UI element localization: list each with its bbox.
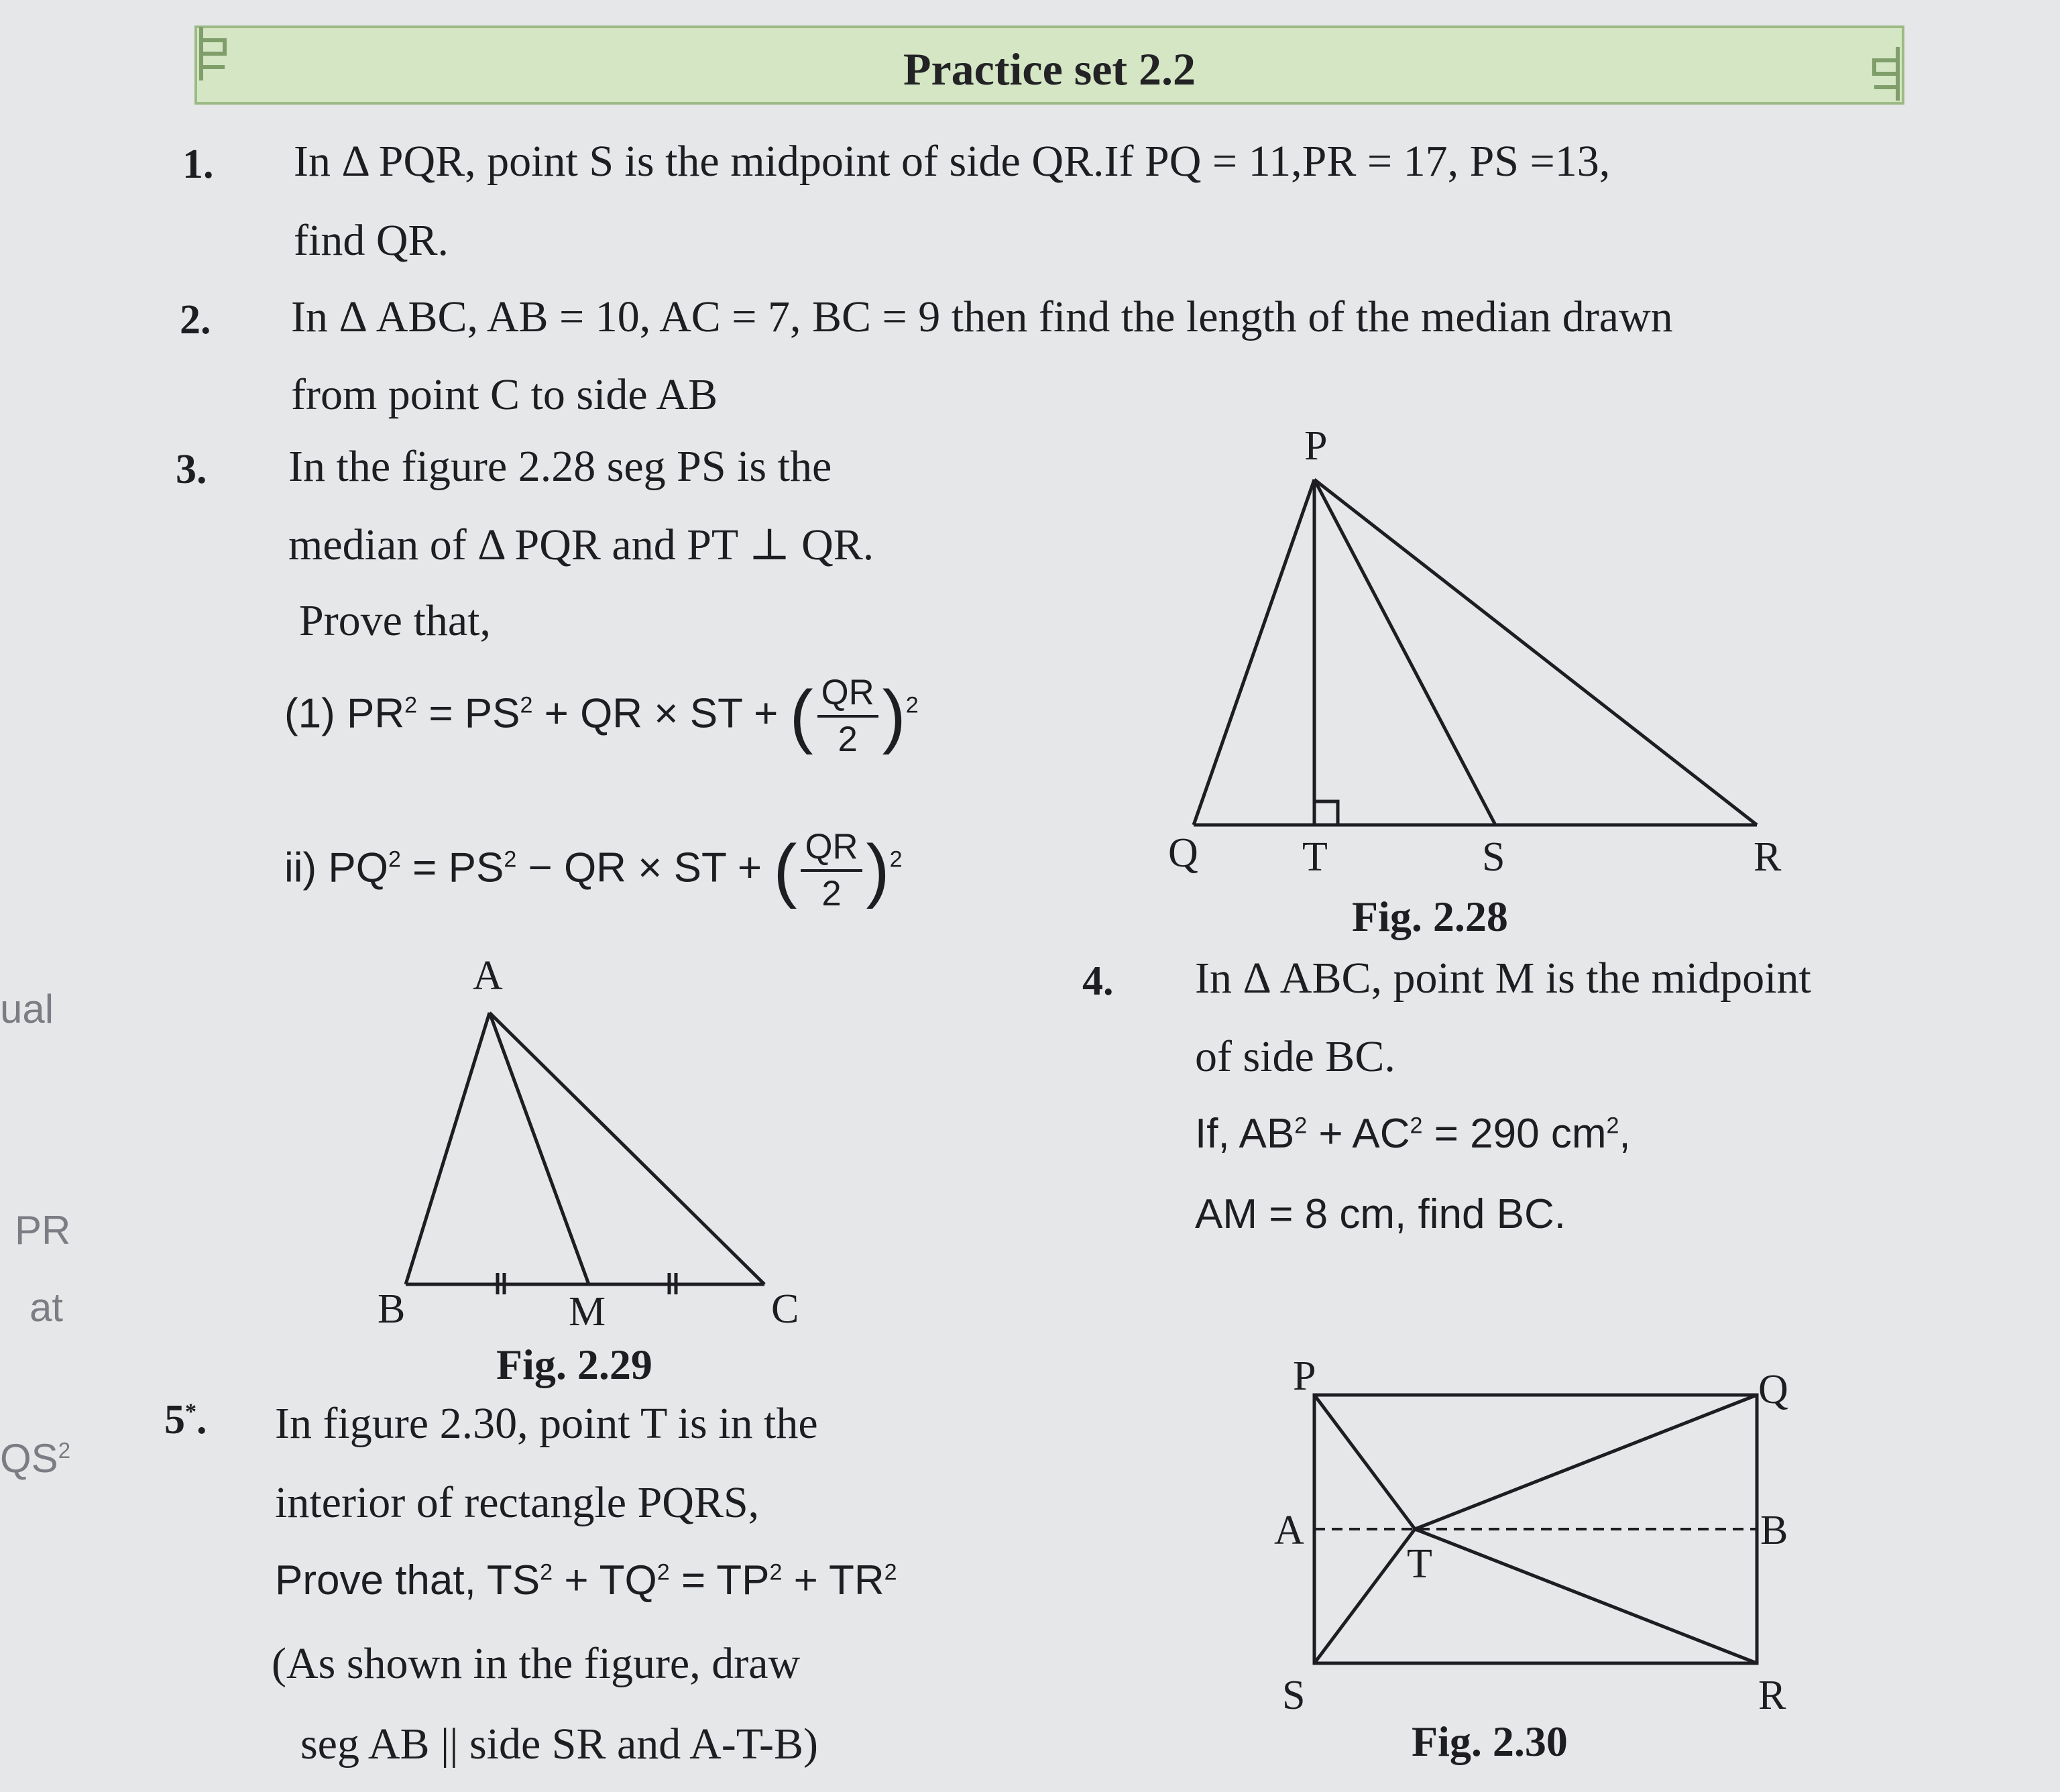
label-t: T (1302, 834, 1328, 880)
margin-fragment: PR (15, 1208, 71, 1253)
segment-pq (1194, 480, 1314, 825)
q5-line4: (As shown in the figure, draw (272, 1639, 801, 1688)
margin-fragment: at (30, 1285, 64, 1330)
fig-caption-2-28: Fig. 2.28 (1352, 893, 1508, 940)
label-s: S (1282, 1673, 1306, 1718)
q1-line1: In Δ PQR, point S is the midpoint of side QR.If PQ = 11,PR = 17, PS =13, (294, 137, 1611, 186)
label-b: B (1760, 1508, 1788, 1553)
label-r: R (1754, 834, 1782, 880)
question-number: 1. (182, 142, 214, 187)
label-s: S (1482, 834, 1505, 880)
q3-line1: In the figure 2.28 seg PS is the (288, 442, 832, 491)
label-a: A (473, 953, 503, 999)
label-c: C (771, 1286, 799, 1332)
q4-line4: AM = 8 cm, find BC. (1195, 1191, 1566, 1237)
fig-caption-2-29: Fig. 2.29 (496, 1341, 652, 1388)
q5-line5: seg AB || side SR and A-T-B) (300, 1720, 819, 1769)
figure-2-29 (362, 952, 845, 1341)
section-title: Practice set 2.2 (903, 44, 1196, 95)
segment-am (490, 1013, 589, 1284)
q1-line2: find QR. (294, 216, 449, 265)
figure-2-28 (1153, 423, 1824, 892)
label-b: B (378, 1286, 406, 1332)
question-number: 2. (180, 297, 211, 343)
label-r: R (1758, 1673, 1786, 1718)
q3-part2: ii) $PQ^2 = PS^2$ − QR × ST + ( $\frac{QR}{2}$ )$^2$ (284, 825, 903, 916)
q3-line2: median of Δ PQR and PT ⊥ QR. (288, 520, 874, 569)
header-right-ornament (1857, 40, 1911, 107)
q5-line2: interior of rectangle PQRS, (275, 1478, 760, 1527)
label-q: Q (1168, 830, 1198, 876)
q2-line1: In Δ ABC, AB = 10, AC = 7, BC = 9 then find the length of the median drawn (291, 292, 1673, 341)
question-number: 4. (1082, 958, 1114, 1004)
label-t: T (1407, 1541, 1432, 1587)
margin-fragment: ual (0, 987, 54, 1031)
segment-ps (1314, 480, 1495, 825)
label-a: A (1274, 1508, 1304, 1553)
q3-part1: (1) $PR^2 = PS^2$ + QR × ST + ( $\frac{QR}{2}$ )$^2$ (284, 671, 919, 762)
q2-line2: from point C to side AB (291, 370, 718, 419)
right-angle-mark (1314, 801, 1338, 825)
segment-ac (490, 1013, 764, 1284)
label-q: Q (1758, 1367, 1788, 1412)
q5-line3: Prove that, $TS^2 + TQ^2 = TP^2 + TR^2$ (275, 1557, 897, 1604)
label-m: M (569, 1289, 606, 1335)
q4-line3: If, $AB^2 + AC^2 = 290$ $cm^2$, (1195, 1111, 1631, 1157)
section-header (194, 25, 1904, 105)
label-p: P (1293, 1353, 1316, 1399)
q3-line3: Prove that, (299, 596, 491, 645)
segment-tr (1415, 1529, 1757, 1663)
margin-fragment: $QS^2$ (0, 1436, 71, 1481)
fig-caption-2-30: Fig. 2.30 (1412, 1718, 1568, 1765)
segment-tq (1415, 1395, 1757, 1529)
question-number: 3. (176, 447, 207, 492)
q4-line2: of side BC. (1195, 1032, 1395, 1081)
segment-ts (1314, 1529, 1415, 1663)
figure-2-30 (1261, 1348, 1788, 1724)
segment-ab (406, 1013, 490, 1284)
label-p: P (1304, 423, 1328, 469)
q5-line1: In figure 2.30, point T is in the (275, 1399, 818, 1448)
header-left-ornament (188, 20, 241, 87)
question-number: 5*. (164, 1397, 207, 1443)
q4-line1: In Δ ABC, point M is the midpoint (1195, 954, 1811, 1003)
segment-pr (1314, 480, 1757, 825)
segment-tp (1314, 1395, 1415, 1529)
